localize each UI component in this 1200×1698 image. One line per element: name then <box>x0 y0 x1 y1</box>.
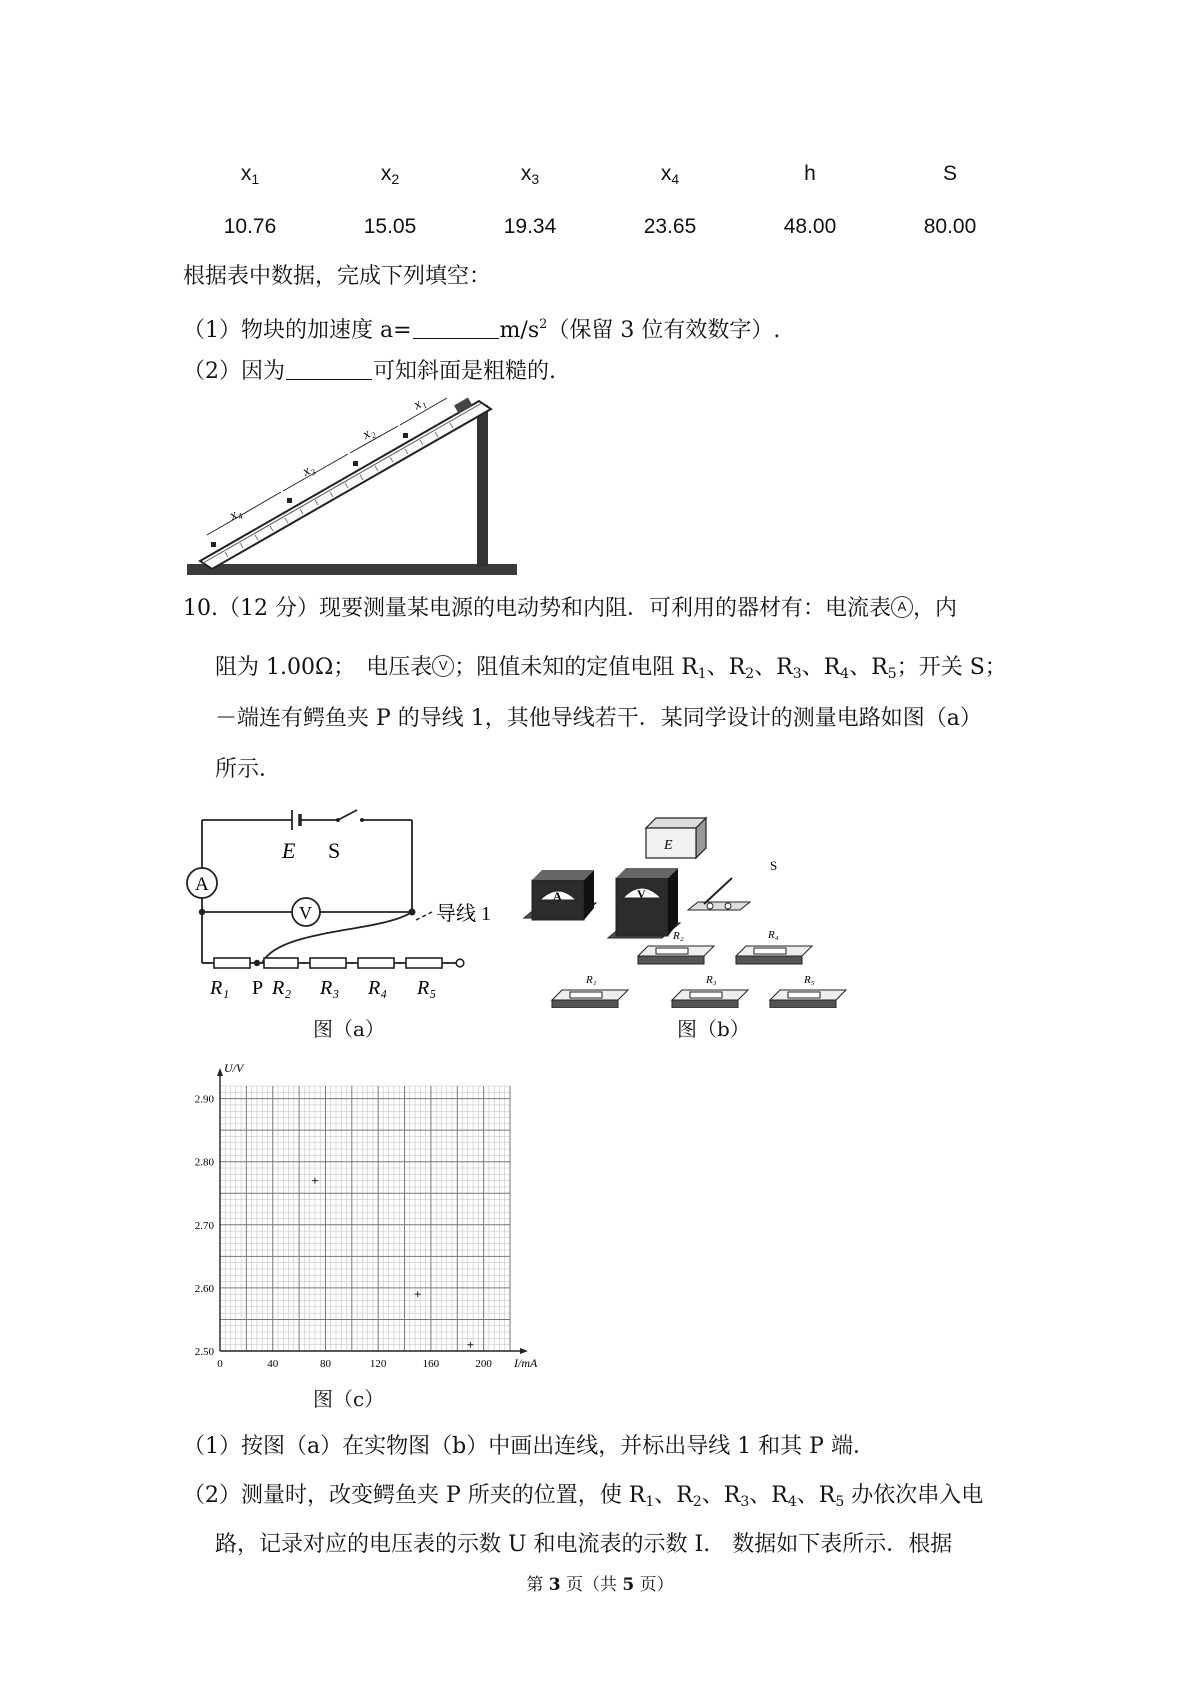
voltmeter-label: V <box>299 903 312 923</box>
ammeter-icon: A <box>891 596 913 618</box>
table-cell: 23.65 <box>643 215 697 238</box>
position-markers <box>211 433 408 547</box>
r4-label: R₄ <box>768 929 779 941</box>
table-header: S <box>942 162 957 185</box>
r5-label: R₅ <box>804 974 815 986</box>
q10-line2: 阻为 1.00Ω； 电压表 V ；阻值未知的定值电阻 $R_1$、$R_2$、$R_3$、$R_4$、$R_5$；开关 S； <box>215 655 1007 682</box>
figure-c-caption: 图（c） <box>313 1387 385 1411</box>
part-q1: （1）按图（a）在实物图（b）中画出连线，并标出导线 1 和其 P 端． <box>183 1434 875 1459</box>
table-header: $x_1$ <box>240 162 260 187</box>
terminal-icon <box>456 959 464 967</box>
table-header: h <box>804 162 816 185</box>
ground <box>187 564 517 575</box>
table-cell: 10.76 <box>223 215 277 238</box>
q10-line4: 所示． <box>215 757 282 782</box>
x-tick-label: 0 <box>217 1358 223 1370</box>
table-header: $x_3$ <box>520 162 540 187</box>
wire-pointer <box>416 912 432 920</box>
wire1-label: 导线 1 <box>436 903 491 925</box>
q9-intro: 根据表中数据，完成下列填空： <box>183 264 492 289</box>
answer-blank[interactable] <box>413 316 499 339</box>
switch-device-label: S <box>770 858 778 873</box>
figure-a-caption: 图（a） <box>313 1017 385 1041</box>
y-tick-label: 2.50 <box>194 1346 214 1358</box>
table-cell: 15.05 <box>363 215 417 238</box>
y-tick-label: 2.70 <box>194 1219 214 1232</box>
label-x1: x₁ <box>411 395 429 414</box>
y-axis-arrow <box>217 1068 223 1076</box>
label-R3: R₃ <box>320 977 340 999</box>
axes <box>217 1068 528 1354</box>
table-cell: 19.34 <box>503 215 557 238</box>
table-header: $x_4$ <box>660 162 680 187</box>
part-q2-cont: 路，记录对应的电压表的示数 U 和电流表的示数 I. 数据如下表所示．根据 <box>215 1532 953 1557</box>
x-tick-label: 40 <box>267 1358 279 1370</box>
x-tick-label: 160 <box>422 1358 440 1370</box>
label-x2: x₂ <box>360 424 378 443</box>
label-x3: x₃ <box>300 461 318 480</box>
voltmeter-icon: V <box>432 655 454 677</box>
resistor-board-r4 <box>736 929 812 964</box>
resistor-board-r5 <box>770 974 846 1008</box>
battery-box <box>646 818 706 858</box>
switch-icon <box>336 810 364 822</box>
incline-figure <box>185 395 525 585</box>
label-R1: R₁ <box>210 977 230 999</box>
label-R5: R₅ <box>417 977 437 999</box>
ammeter-device <box>524 870 596 920</box>
incline-plank <box>200 401 491 569</box>
label-R4: R₄ <box>368 977 388 999</box>
label-P: P <box>252 977 264 999</box>
x-tick-label: 120 <box>369 1358 387 1370</box>
apparatus-figure <box>518 808 918 1008</box>
x-tick-label: 80 <box>319 1358 331 1370</box>
table-cell: 80.00 <box>923 215 977 238</box>
part-q2: （2）测量时，改变鳄鱼夹 P 所夹的位置，使 $R_1$、$R_2$、$R_3$、$R_4$、$R_5$ 办依次串入电 <box>183 1483 984 1510</box>
label-E: E <box>282 838 296 863</box>
y-tick-label: 2.60 <box>194 1282 214 1295</box>
label-R2: R₂ <box>272 977 292 999</box>
y-tick-label: 2.90 <box>194 1093 214 1106</box>
figure-b-caption: 图（b） <box>677 1017 750 1041</box>
q9-part1: （1）物块的加速度 $a= m/s^2$（保留 3 位有效数字）. <box>183 317 781 343</box>
r1-label: R₁ <box>586 974 597 986</box>
q10-line3: －端连有鳄鱼夹 P 的导线 1，其他导线若干．某同学设计的测量电路如图（a） <box>215 706 982 731</box>
q10-line1: 10.（12 分）现要测量某电源的电动势和内阻．可利用的器材有：电流表 A ，内 <box>183 596 957 621</box>
table-header: $x_2$ <box>380 162 400 187</box>
resistors <box>214 958 442 968</box>
data-point <box>467 1342 473 1348</box>
battery-icon <box>292 810 300 830</box>
circuit-diagram <box>180 808 520 1008</box>
voltmeter-device-label: V <box>637 887 646 901</box>
label-S: S <box>328 838 341 863</box>
x-tick-label: 200 <box>475 1358 492 1370</box>
q9-part2: （2）因为 可知斜面是粗糙的. <box>183 359 556 384</box>
r3-label: R₃ <box>706 974 717 986</box>
x-axis-label: I/mA <box>514 1356 538 1370</box>
dimension-lines <box>207 398 447 535</box>
data-point <box>312 1178 318 1184</box>
tick-labels <box>195 1094 493 1370</box>
switch-device <box>688 858 777 910</box>
page-footer: 第 3 页（共 5 页） <box>526 1575 674 1595</box>
resistor-board-r1 <box>552 974 628 1008</box>
voltmeter-device <box>608 868 680 938</box>
y-axis-label: U/V <box>224 1061 244 1075</box>
ammeter-device-label: A <box>553 889 562 903</box>
y-tick-label: 2.80 <box>194 1156 214 1169</box>
answer-blank[interactable] <box>286 357 372 380</box>
support-post <box>477 405 488 567</box>
label-x4: x₄ <box>227 505 245 524</box>
table-cell: 48.00 <box>783 215 837 238</box>
grid-minor <box>220 1086 510 1351</box>
data-point <box>415 1291 421 1297</box>
r2-label: R₂ <box>673 930 684 942</box>
x-axis-arrow <box>520 1348 528 1354</box>
ui-graph <box>180 1058 580 1373</box>
ammeter-label: A <box>195 874 209 895</box>
resistor-board-r3 <box>672 974 748 1008</box>
battery-box-label: E <box>664 838 673 853</box>
